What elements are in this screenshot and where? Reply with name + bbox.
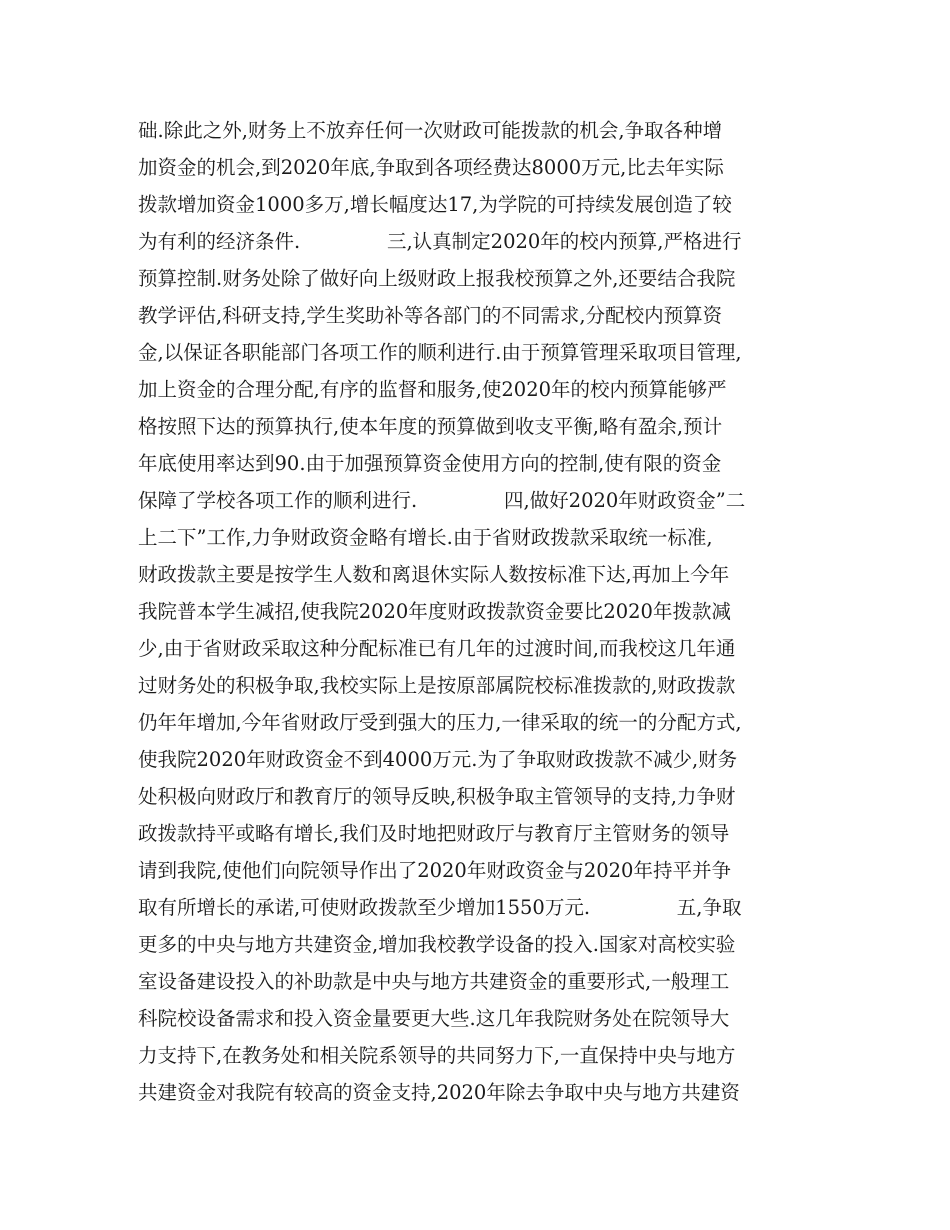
text-line: 少,由于省财政采取这种分配标准已有几年的过渡时间,而我校这几年通 <box>138 637 736 660</box>
text-line: 处积极向财政厅和教育厅的领导反映,积极争取主管领导的支持,力争财 <box>138 785 736 808</box>
text-line: 预算控制.财务处除了做好向上级财政上报我校预算之外,还要结合我院 <box>138 267 736 290</box>
text-line: 室设备建设投入的补助款是中央与地方共建资金的重要形式,一般理工 <box>138 970 730 993</box>
text-line: 力支持下,在教务处和相关院系领导的共同努力下,一直保持中央与地方 <box>138 1044 736 1067</box>
text-line: 加上资金的合理分配,有序的监督和服务,使2020年的校内预算能够严 <box>138 378 727 401</box>
text-line: 使我院2020年财政资金不到4000万元.为了争取财政拨款不减少,财务 <box>138 748 738 771</box>
text-line: 格按照下达的预算执行,使本年度的预算做到收支平衡,略有盈余,预计 <box>138 415 723 438</box>
text-line: 上二下”工作,力争财政资金略有增长.由于省财政拨款采取统一标准, <box>138 526 713 549</box>
text-line: 更多的中央与地方共建资金,增加我校教学设备的投入.国家对高校实验 <box>138 933 736 956</box>
text-line: 取有所增长的承诺,可使财政拨款至少增加1550万元. 五,争取 <box>138 896 742 919</box>
body-text <box>138 112 838 1111</box>
text-line: 础.除此之外,财务上不放弃任何一次财政可能拨款的机会,争取各种增 <box>138 119 723 142</box>
text-line: 拨款增加资金1000多万,增长幅度达17,为学院的可持续发展创造了较 <box>138 193 732 216</box>
text-line: 教学评估,科研支持,学生奖助补等各部门的不同需求,分配校内预算资 <box>138 304 723 327</box>
text-line: 共建资金对我院有较高的资金支持,2020年除去争取中央与地方共建资 <box>138 1081 740 1104</box>
text-line: 科院校设备需求和投入资金量要更大些.这几年我院财务处在院领导大 <box>138 1007 730 1030</box>
text-line: 为有利的经济条件. 三,认真制定2020年的校内预算,严格进行 <box>138 230 742 253</box>
text-line: 金,以保证各职能部门各项工作的顺利进行.由于预算管理采取项目管理, <box>138 341 742 364</box>
text-line: 政拨款持平或略有增长,我们及时地把财政厅与教育厅主管财务的领导 <box>138 822 730 845</box>
text-line: 财政拨款主要是按学生人数和离退休实际人数按标准下达,再加上今年 <box>138 563 730 586</box>
text-line: 年底使用率达到90.由于加强预算资金使用方向的控制,使有限的资金 <box>138 452 722 475</box>
text-line: 请到我院,使他们向院领导作出了2020年财政资金与2020年持平并争 <box>138 859 731 882</box>
text-line: 仍年年增加,今年省财政厅受到强大的压力,一律采取的统一的分配方式, <box>138 711 742 734</box>
text-line: 保障了学校各项工作的顺利进行. 四,做好2020年财政资金”二 <box>138 489 746 512</box>
text-line: 过财务处的积极争取,我校实际上是按原部属院校标准拨款的,财政拨款 <box>138 674 736 697</box>
text-line: 加资金的机会,到2020年底,争取到各项经费达8000万元,比去年实际 <box>138 156 724 179</box>
text-line: 我院普本学生减招,使我院2020年度财政拨款资金要比2020年拨款减 <box>138 600 731 623</box>
